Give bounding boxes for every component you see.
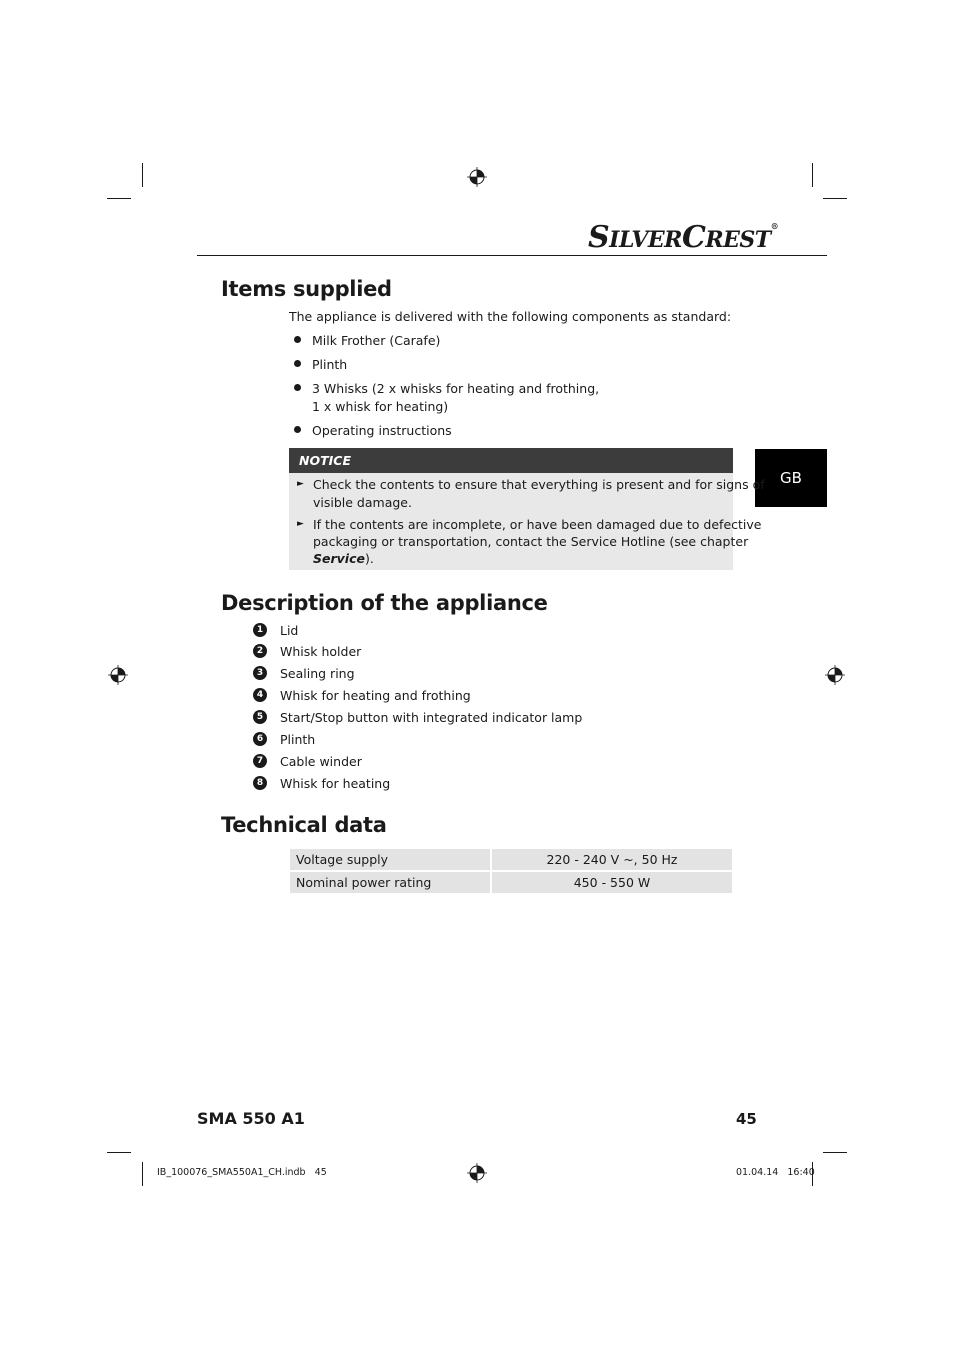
section-heading-technical-data: Technical data (221, 813, 387, 837)
notice-text: If the contents are incomplete, or have been damaged due to defective (313, 517, 762, 532)
table-row (290, 849, 732, 870)
notice-text: packaging or transportation, contact the Service Hotline (see chapter (313, 534, 749, 549)
service-chapter-ref: Service (313, 551, 365, 566)
registration-mark-icon (825, 665, 845, 685)
part-label: Cable winder (280, 754, 362, 769)
language-tab: GB (755, 449, 827, 507)
part-number-badge: 8 (253, 776, 267, 790)
part-label: Whisk for heating (280, 776, 391, 791)
list-item-continuation: 1 x whisk for heating) (312, 399, 449, 414)
crop-mark (142, 1162, 143, 1186)
part-label: Whisk holder (280, 644, 362, 659)
notice-text: Service). (313, 551, 374, 566)
table-row (290, 872, 732, 893)
crop-mark (107, 198, 131, 199)
registration-mark-icon (108, 665, 128, 685)
list-item: Operating instructions (312, 423, 452, 438)
list-item: 3 Whisks (2 x whisks for heating and frothing, (312, 381, 600, 396)
crop-mark (823, 1152, 847, 1153)
registration-mark-icon (467, 1163, 487, 1183)
bullet-icon (294, 360, 301, 367)
brand-logo: SILVERCREST® (588, 220, 779, 255)
list-item: Plinth (312, 357, 348, 372)
footer-model: SMA 550 A1 (197, 1109, 305, 1128)
part-label: Whisk for heating and frothing (280, 688, 471, 703)
print-slug-file: IB_100076_SMA550A1_CH.indb 45 (157, 1167, 327, 1178)
bullet-icon (294, 426, 301, 433)
part-number-badge: 2 (253, 644, 267, 658)
section-heading-items-supplied: Items supplied (221, 277, 392, 301)
list-item: Milk Frother (Carafe) (312, 333, 441, 348)
table-cell-value: 220 - 240 V ~, 50 Hz (492, 849, 732, 870)
bullet-icon (294, 336, 301, 343)
arrow-right-icon: ► (297, 479, 304, 489)
registration-mark-icon (467, 167, 487, 187)
part-number-badge: 7 (253, 754, 267, 768)
crop-mark (812, 163, 813, 187)
part-number-badge: 1 (253, 623, 267, 637)
part-label: Start/Stop button with integrated indicator lamp (280, 710, 583, 725)
technical-data-table (290, 847, 732, 895)
print-slug-date: 01.04.14 16:40 (736, 1167, 815, 1178)
notice-text: visible damage. (313, 495, 412, 510)
table-cell-key: Voltage supply (290, 849, 490, 870)
part-number-badge: 6 (253, 732, 267, 746)
part-number-badge: 5 (253, 710, 267, 724)
items-intro: The appliance is delivered with the following components as standard: (289, 309, 732, 324)
part-number-badge: 3 (253, 666, 267, 680)
part-number-badge: 4 (253, 688, 267, 702)
crop-mark (142, 163, 143, 187)
section-heading-description: Description of the appliance (221, 591, 548, 615)
part-label: Sealing ring (280, 666, 355, 681)
crop-mark (107, 1152, 131, 1153)
header-rule (197, 255, 827, 256)
crop-mark (823, 198, 847, 199)
notice-header: NOTICE (289, 448, 733, 473)
part-label: Plinth (280, 732, 316, 747)
part-label: Lid (280, 623, 299, 638)
page-number: 45 (736, 1110, 757, 1128)
table-cell-value: 450 - 550 W (492, 872, 732, 893)
table-cell-key: Nominal power rating (290, 872, 490, 893)
notice-text: Check the contents to ensure that everything is present and for signs of (313, 477, 765, 492)
bullet-icon (294, 384, 301, 391)
arrow-right-icon: ► (297, 519, 304, 529)
